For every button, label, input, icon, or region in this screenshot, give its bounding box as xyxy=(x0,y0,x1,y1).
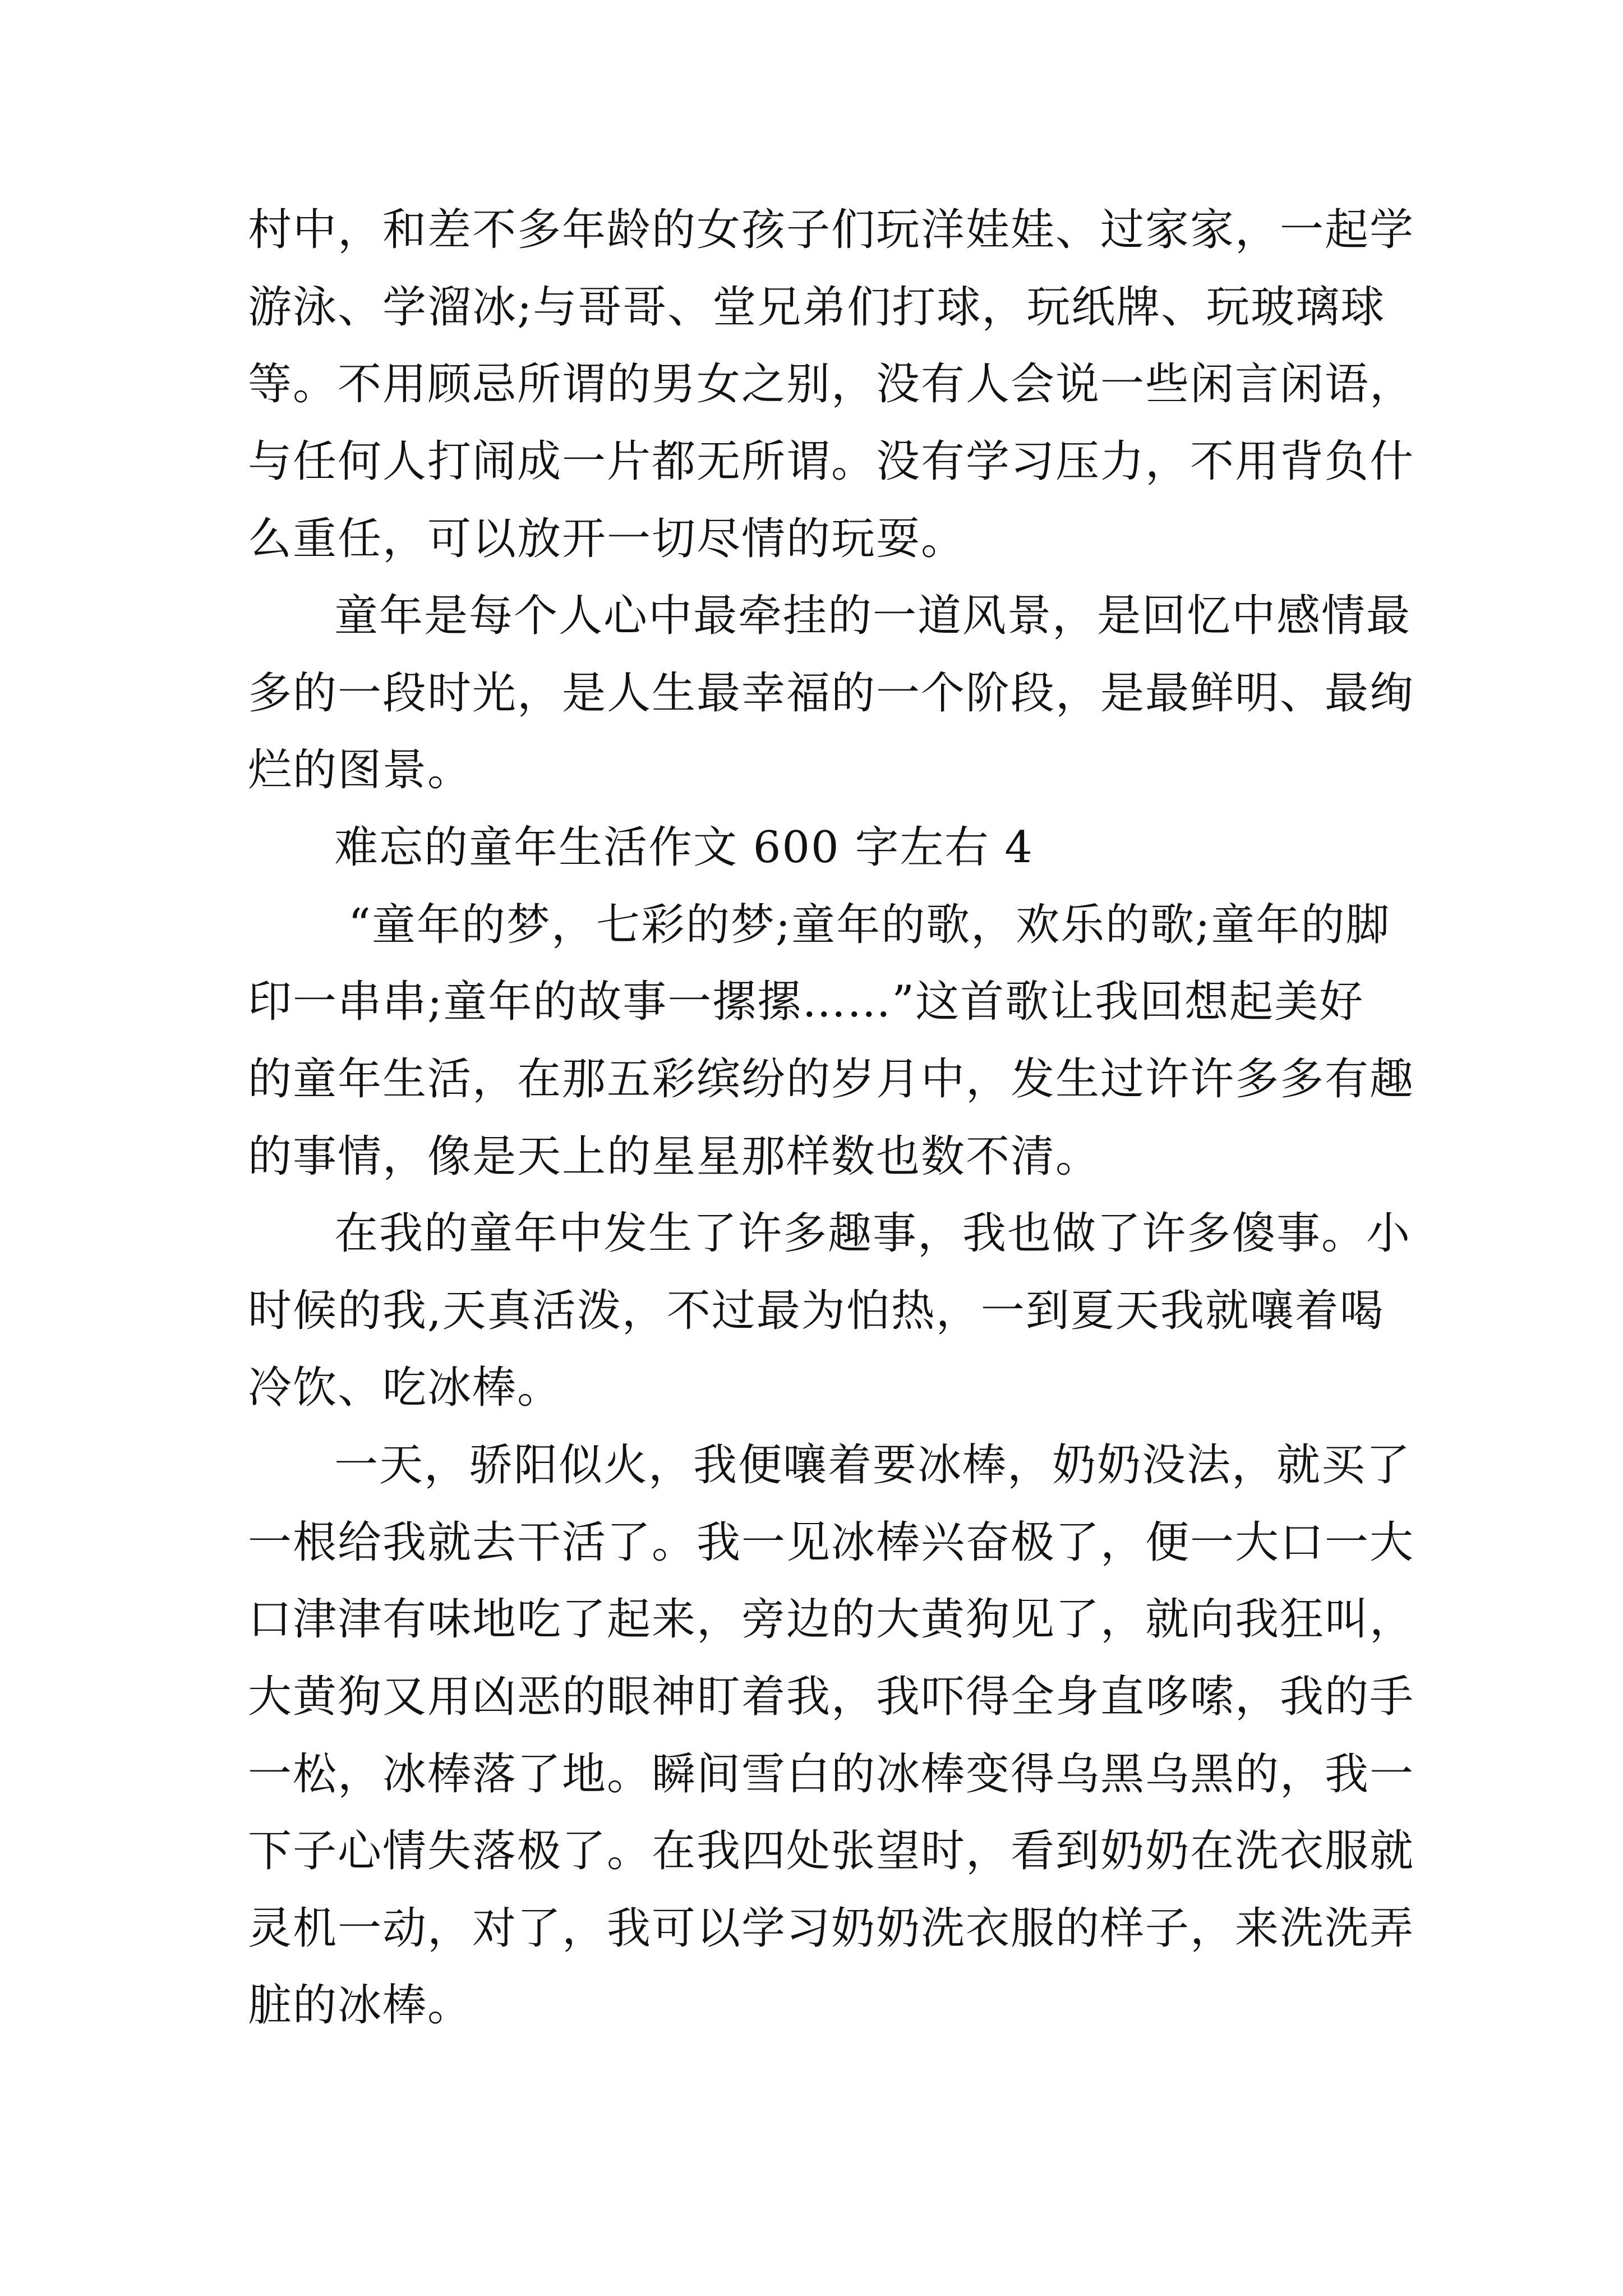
text-line-17: 一天，骄阳似火，我便嚷着要冰棒，奶奶没法，就买了 xyxy=(334,1440,1412,1490)
text-line-3: 等。不用顾忌所谓的男女之别，没有人会说一些闲言闲语， xyxy=(248,359,1415,409)
text-line-6: 童年是每个人心中最牵挂的一道风景，是回忆中感情最 xyxy=(334,591,1412,641)
text-line-19: 口津津有味地吃了起来，旁边的大黄狗见了，就向我狂叫， xyxy=(248,1594,1415,1645)
text-line-23: 灵机一动，对了，我可以学习奶奶洗衣服的样子，来洗洗弄 xyxy=(248,1903,1415,1954)
text-line-10: “童年的梦，七彩的梦;童年的歌，欢乐的歌;童年的脚 xyxy=(348,900,1391,950)
text-line-20: 大黄狗又用凶恶的眼神盯着我，我吓得全身直哆嗦，我的手 xyxy=(248,1672,1415,1722)
text-line-7: 多的一段时光，是人生最幸福的一个阶段，是最鲜明、最绚 xyxy=(248,668,1415,719)
text-line-5: 么重任，可以放开一切尽情的玩耍。 xyxy=(248,514,966,564)
text-line-12: 的童年生活，在那五彩缤纷的岁月中，发生过许许多多有趣 xyxy=(248,1054,1415,1105)
text-line-21: 一松，冰棒落了地。瞬间雪白的冰棒变得乌黑乌黑的，我一 xyxy=(248,1749,1415,1800)
text-line-16: 冷饮、吃冰棒。 xyxy=(248,1363,562,1413)
text-line-11: 印一串串;童年的故事一摞摞……”这首歌让我回想起美好 xyxy=(248,977,1364,1027)
text-line-14: 在我的童年中发生了许多趣事，我也做了许多傻事。小 xyxy=(334,1208,1412,1259)
text-line-22: 下子心情失落极了。在我四处张望时，看到奶奶在洗衣服就 xyxy=(248,1826,1415,1876)
text-line-4: 与任何人打闹成一片都无所谓。没有学习压力，不用背负什 xyxy=(248,436,1415,487)
text-line-8: 烂的图景。 xyxy=(248,745,473,795)
section-heading: 难忘的童年生活作文 600 字左右 4 xyxy=(334,822,1034,873)
text-line-2: 游泳、学溜冰;与哥哥、堂兄弟们打球，玩纸牌、玩玻璃球 xyxy=(248,282,1386,333)
text-line-24: 脏的冰棒。 xyxy=(248,1980,473,2031)
text-line-1: 村中，和差不多年龄的女孩子们玩洋娃娃、过家家，一起学 xyxy=(248,205,1415,255)
text-line-13: 的事情，像是天上的星星那样数也数不清。 xyxy=(248,1131,1101,1182)
text-line-18: 一根给我就去干活了。我一见冰棒兴奋极了，便一大口一大 xyxy=(248,1517,1415,1568)
text-line-15: 时候的我,天真活泼，不过最为怕热，一到夏天我就嚷着喝 xyxy=(248,1286,1385,1336)
